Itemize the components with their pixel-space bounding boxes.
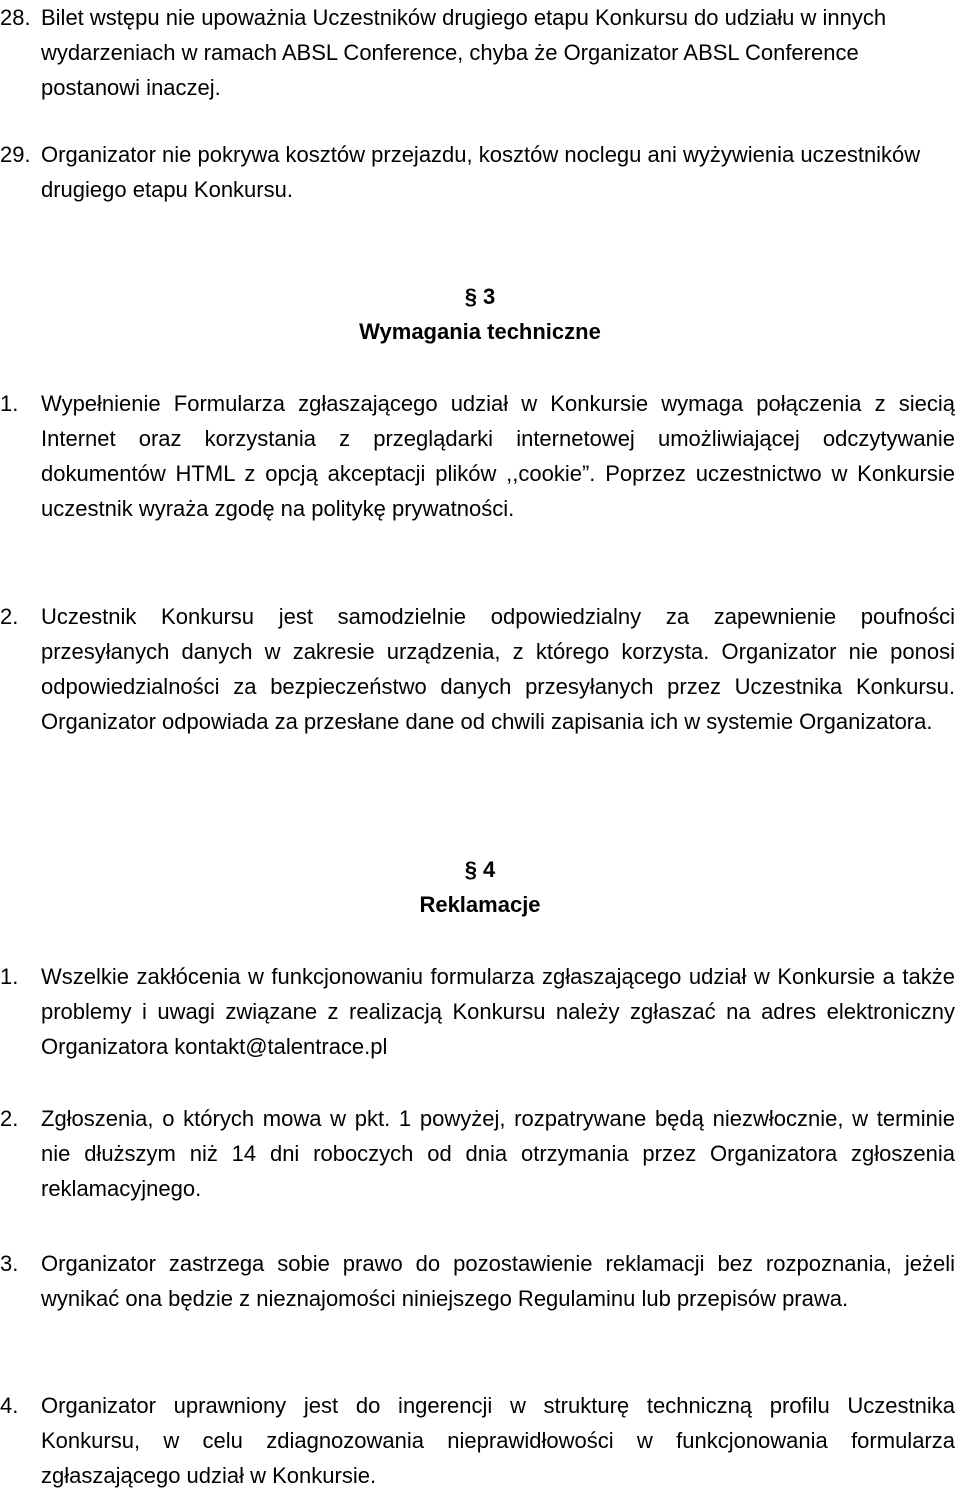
paragraph-text: Organizator nie pokrywa kosztów przejazdu, kosztów noclegu ani wyżywienia uczestników drugiego etapu Konkursu.	[41, 142, 921, 202]
paragraph-number: 29.	[0, 142, 31, 167]
paragraph-text: Bilet wstępu nie upoważnia Uczestników drugiego etapu Konkursu do udziału w innych wydarzeniach w ramach ABSL Conference, chyba że Organizator ABSL Conference postanowi inaczej.	[41, 5, 887, 100]
paragraph-number: 3.	[0, 1251, 19, 1276]
paragraph-number: 28.	[0, 5, 31, 30]
paragraph-text: Wszelkie zakłócenia w funkcjonowaniu formularza zgłaszającego udział w Konkursie a także problemy i uwagi związane z realizacją Konkursu należy zgłaszać na adres elektroniczny Organizatora kontakt@talentrace.pl	[41, 964, 955, 1059]
paragraph-number: 1.	[0, 391, 19, 416]
section-title: Reklamacje	[419, 892, 541, 917]
paragraph-text: Zgłoszenia, o których mowa w pkt. 1 powyżej, rozpatrywane będą niezwłocznie, w terminie nie dłuższym niż 14 dni roboczych od dnia otrzymania przez Organizatora zgłoszenia reklamacyjnego.	[41, 1106, 955, 1201]
section-number: § 3	[464, 284, 496, 309]
section-number: § 4	[464, 857, 496, 882]
paragraph-text: Organizator uprawniony jest do ingerencji w strukturę techniczną profilu Uczestnika Konkursu, w celu zdiagnozowania nieprawidłowości w funkcjonowania formularza zgłaszającego udział w Konkursie.	[41, 1393, 955, 1488]
paragraph-text: Organizator zastrzega sobie prawo do pozostawienie reklamacji bez rozpoznania, jeżeli wynikać ona będzie z nieznajomości niniejszego Regulaminu lub przepisów prawa.	[41, 1251, 955, 1311]
section-title: Wymagania techniczne	[359, 319, 601, 344]
paragraph-number: 2.	[0, 604, 19, 629]
paragraph-text: Uczestnik Konkursu jest samodzielnie odpowiedzialny za zapewnienie poufności przesyłanych danych w zakresie urządzenia, z którego korzysta. Organizator nie ponosi odpowiedzialności za bezpieczeństwo danych przesyłanych przez Uczestnika Konkursu. Organizator odpowiada za przesłane dane od chwili zapisania ich w systemie Organizatora.	[41, 604, 955, 734]
section-4-heading	[0, 852, 960, 922]
paragraph-number: 4.	[0, 1393, 19, 1418]
paragraph-number: 2.	[0, 1106, 19, 1131]
paragraph-number: 1.	[0, 964, 19, 989]
section-3-heading	[0, 279, 960, 349]
paragraph-text: Wypełnienie Formularza zgłaszającego udział w Konkursie wymaga połączenia z siecią Internet oraz korzystania z przeglądarki internetowej umożliwiającej odczytywanie dokumentów HTML z opcją akceptacji plików ,,cookie”. Poprzez uczestnictwo w Konkursie uczestnik wyraża zgodę na politykę prywatności.	[41, 391, 955, 521]
